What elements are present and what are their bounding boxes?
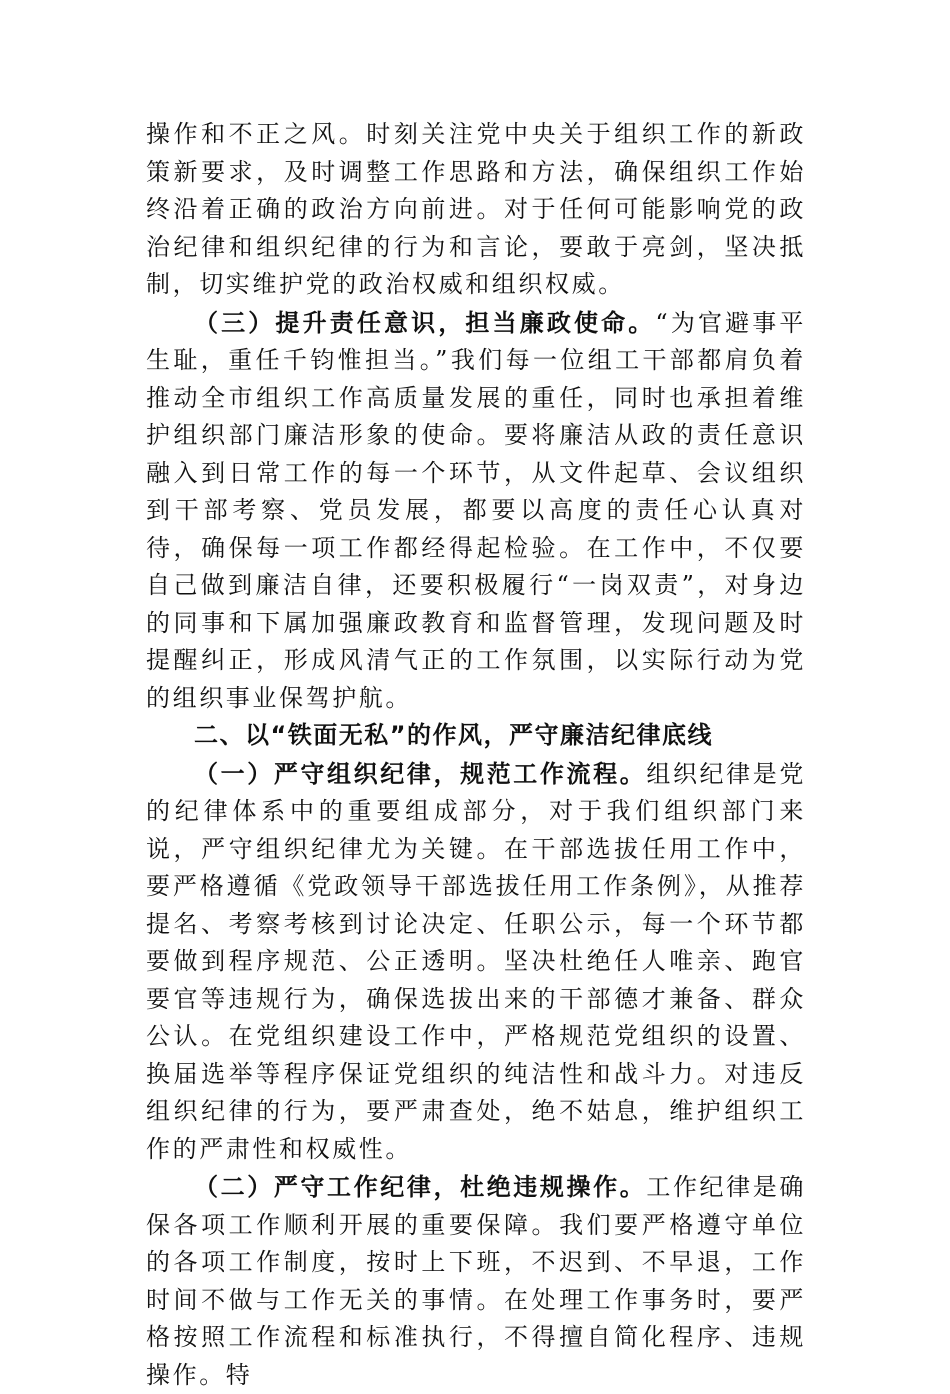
paragraph-organization-discipline: [146, 755, 806, 1169]
paragraph-text: 组织纪律是党的纪律体系中的重要组成部分，对于我们组织部门来说，严守组织纪律尤为关键。在干部选拔任用工作中，要严格遵循《党政领导干部选拔任用工作条例》，从推荐提名、考察考核到讨论决定、任职公示，每一个环节都要做到程序规范、公正透明。坚决杜绝任人唯亲、跑官要官等违规行为，确保选拔出来的干部德才兼备、群众公认。在党组织建设工作中，严格规范党组织的设置、换届选举等程序保证党组织的纯洁性和战斗力。对违反组织纪律的行为，要严肃查处，绝不姑息，维护组织工作的严肃性和权威性。: [146, 759, 806, 1163]
paragraph-lead: （三）提升责任意识，担当廉政使命。: [194, 307, 656, 337]
paragraph-text: “为官避事平生耻，重任千钧惟担当。”我们每一位组工干部都肩负着推动全市组织工作高质量发展的重任，同时也承担着维护组织部门廉洁形象的使命。要将廉洁从政的责任意识融入到日常工作的每一个环节，从文件起草、会议组织到干部考察、党员发展，都要以高度的责任心认真对待，确保每一项工作都经得起检验。在工作中，不仅要自己做到廉洁自律，还要积极履行“一岗双责”，对身边的同事和下属加强廉政教育和监督管理，发现问题及时提醒纠正，形成风清气正的工作氛围，以实际行动为党的组织事业保驾护航。: [146, 308, 807, 712]
paragraph-lead: （二）严守工作纪律，杜绝违规操作。: [194, 1172, 647, 1201]
section-heading: 二、以“铁面无私”的作风，严守廉洁纪律底线: [194, 721, 714, 749]
paragraph-work-discipline: [146, 1168, 806, 1394]
paragraph-responsibility: [146, 304, 806, 718]
document-body: [146, 116, 806, 1394]
paragraph-continuation: [146, 116, 806, 304]
paragraph-text: 工作纪律是确保各项工作顺利开展的重要保障。我们要严格遵守单位的各项工作制度，按时上下班，不迟到、不早退，工作时间不做与工作无关的事情。在处理工作事务时，要严格按照工作流程和标准执行，不得擅自简化程序、违规操作。特: [146, 1173, 806, 1389]
paragraph-lead: （一）严守组织纪律，规范工作流程。: [194, 758, 647, 788]
paragraph-text: 操作和不正之风。时刻关注党中央关于组织工作的新政策新要求，及时调整工作思路和方法，确保组织工作始终沿着正确的政治方向前进。对于任何可能影响党的政治纪律和组织纪律的行为和言论，要敢于亮剑，坚决抵制，切实维护党的政治权威和组织权威。: [146, 120, 806, 298]
